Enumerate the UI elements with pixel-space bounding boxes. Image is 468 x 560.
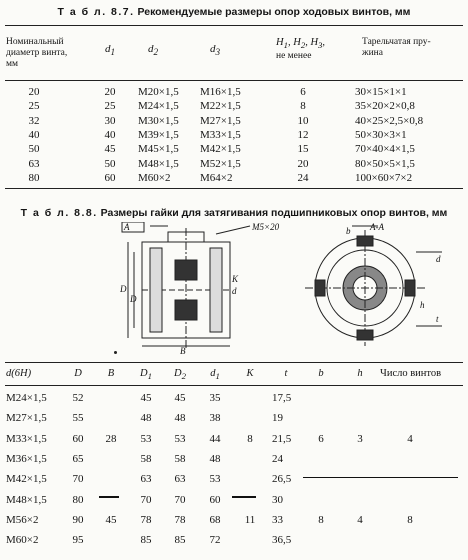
table2-header-cell xyxy=(197,367,233,383)
drawing-label-D1: D xyxy=(130,294,137,304)
table1-cell: 20 xyxy=(104,86,116,98)
header-subscript: 3 xyxy=(215,47,221,58)
table2-cell: M56×2 xyxy=(6,513,39,526)
table2-cell: 55 xyxy=(72,412,84,425)
table1-cell: 50 xyxy=(28,143,40,156)
table2-cell: 21,5 xyxy=(272,432,292,445)
table1-header-d2 xyxy=(148,44,158,58)
table2-cell: 85 xyxy=(140,534,152,547)
table1-cell: M30×1,5 xyxy=(138,114,179,127)
table1-cell: M20×1,5 xyxy=(138,86,179,98)
table2-cell: M27×1,5 xyxy=(6,412,47,425)
table2-header-cell xyxy=(96,367,126,380)
table2-cell: 80 xyxy=(72,493,84,506)
table1-cell: 100×60×7×2 xyxy=(355,171,413,184)
table2-caption: Размеры гайки для затягивания подшипниковых опор винтов, мм xyxy=(100,207,448,219)
table2-cell: 70 xyxy=(72,473,84,486)
header-subscript: 1 xyxy=(283,40,288,51)
table2-cell: 38 xyxy=(209,412,221,425)
table2-cell: 35 xyxy=(209,392,221,404)
table1-cell: 40 xyxy=(28,128,40,141)
table1-header-rule xyxy=(5,80,463,81)
header-subscript: 1 xyxy=(215,371,220,382)
table1-title xyxy=(0,6,468,18)
table1-cell: M45×1,5 xyxy=(138,143,179,156)
drawing-label-thread: d xyxy=(232,286,237,296)
table2-header-cell xyxy=(6,367,64,380)
table1-header-d1 xyxy=(105,44,115,58)
header-subscript: 1 xyxy=(110,47,116,58)
table1-header-h: $H_1$, $H_2$, $H_3$, не менее xyxy=(276,37,326,62)
drawing-label-D: D xyxy=(120,284,127,294)
table1-cell: M48×1,5 xyxy=(138,157,179,170)
header-symbol: d xyxy=(210,43,216,55)
header-line: Тарельчатая пру- xyxy=(362,37,431,47)
drawing-label-h: h xyxy=(420,300,425,310)
header-subscript: 1 xyxy=(147,371,152,382)
table2-cell: 53 xyxy=(174,432,186,445)
table1-cell: 12 xyxy=(297,128,309,141)
drawing-label-b: b xyxy=(346,226,351,236)
table2-cell: M36×1,5 xyxy=(6,452,47,465)
table2-header-cell xyxy=(345,367,375,380)
table2-cell: 45 xyxy=(174,392,186,404)
table1-cell: 25 xyxy=(104,100,116,113)
table1-cell: 80×50×5×1,5 xyxy=(355,157,415,170)
header-symbol: Число винтов xyxy=(380,368,442,379)
table2-number: Т а б л. 8.8. xyxy=(20,207,98,219)
header-symbol: b xyxy=(318,368,324,379)
table1-cell: M42×1,5 xyxy=(200,143,241,156)
repeat-dash xyxy=(99,496,119,498)
table2-cell: M42×1,5 xyxy=(6,473,47,486)
table2-title xyxy=(0,207,468,219)
table1-cell: 40 xyxy=(104,128,116,141)
table1-header-diameter xyxy=(6,37,67,70)
table1-cell: 24 xyxy=(297,171,309,184)
table1-cell: 63 xyxy=(28,157,40,170)
table2-cell: 26,5 xyxy=(272,473,292,486)
table1-cell: 40×25×2,5×0,8 xyxy=(355,114,424,127)
table1-cell: 20 xyxy=(28,86,40,98)
drawing-label-screws: M5×20 xyxy=(252,222,280,232)
header-symbol: H xyxy=(293,37,301,48)
table2-cell: 45 xyxy=(105,513,117,526)
table1-cell: M64×2 xyxy=(200,171,233,184)
header-symbol: K xyxy=(246,368,254,379)
table2-cell: 8 xyxy=(318,513,324,526)
table2-cell: 58 xyxy=(174,452,186,465)
table2-cell: 48 xyxy=(140,412,152,425)
repeat-dash xyxy=(303,477,458,478)
table1-cell: 30 xyxy=(104,114,116,127)
table2-cell: 8 xyxy=(247,432,253,445)
table1-top-rule xyxy=(5,25,463,26)
table2-header-cell xyxy=(380,367,464,380)
table2-top-rule xyxy=(5,362,463,363)
table2-cell: 68 xyxy=(209,513,221,526)
header-subscript: 2 xyxy=(153,47,159,58)
table1-caption: Рекомендуемые размеры опор ходовых винтов, мм xyxy=(137,6,411,18)
table2-cell: 70 xyxy=(140,493,152,506)
table1-cell: 50×30×3×1 xyxy=(355,128,407,141)
table2-cell: 3 xyxy=(357,432,363,445)
table2-cell: 28 xyxy=(105,432,117,445)
table1-header-d3 xyxy=(210,44,220,58)
header-subscript: 2 xyxy=(300,40,306,51)
drawing-label-K: K xyxy=(232,274,239,284)
table2-cell: M60×2 xyxy=(6,534,39,547)
header-symbol: t xyxy=(284,368,288,379)
table2-cell: 90 xyxy=(72,513,84,526)
header-line: Номинальный xyxy=(6,37,64,47)
table2-cell: M48×1,5 xyxy=(6,493,47,506)
table2-cell: 33 xyxy=(272,513,283,526)
table2-header-cell xyxy=(130,367,162,383)
table2-cell: M33×1,5 xyxy=(6,432,47,445)
table1-cell: M27×1,5 xyxy=(200,114,241,127)
table1-number: Т а б л. 8.7. xyxy=(57,6,135,18)
header-symbol: d xyxy=(105,43,111,55)
nut-technical-drawing xyxy=(120,222,450,354)
table2-cell: 19 xyxy=(272,412,283,425)
table2-cell: 78 xyxy=(140,513,152,526)
header-symbol: D xyxy=(174,368,182,379)
header-line: жина xyxy=(362,48,383,58)
header-symbol: h xyxy=(357,368,363,379)
drawing-label-t: t xyxy=(436,314,439,324)
table2-header-cell xyxy=(64,367,92,380)
drawing-label-B: B xyxy=(180,346,186,354)
table2-header-cell xyxy=(306,367,336,380)
table1-bottom-rule xyxy=(5,188,463,189)
table1-cell: M60×2 xyxy=(138,171,171,184)
table2-cell: 17,5 xyxy=(272,392,292,404)
table2-cell: 53 xyxy=(209,473,221,486)
table2-cell: 44 xyxy=(209,432,221,445)
table1-cell: 25 xyxy=(28,100,40,113)
table1-cell: M24×1,5 xyxy=(138,100,179,113)
table2-header-cell xyxy=(238,367,262,380)
table1-cell: 50 xyxy=(104,157,116,170)
table1-cell: 20 xyxy=(297,157,309,170)
table2-cell: 85 xyxy=(174,534,186,547)
table1-cell: M22×1,5 xyxy=(200,100,241,113)
header-symbol: B xyxy=(107,368,115,379)
table2-cell: 24 xyxy=(272,452,283,465)
header-subscript: 3 xyxy=(318,40,323,51)
drawing-label-view: A xyxy=(124,222,130,232)
table2-cell: 60 xyxy=(209,493,221,506)
header-line: не менее xyxy=(276,51,312,62)
drawing-label-section: A-A xyxy=(370,222,384,232)
table1-cell: 30×15×1×1 xyxy=(355,86,407,98)
table2-cell: 48 xyxy=(209,452,221,465)
table2-cell: 8 xyxy=(407,513,413,526)
table1-cell: 35×20×2×0,8 xyxy=(355,100,415,113)
table1-cell: 70×40×4×1,5 xyxy=(355,143,415,156)
table2-cell: 45 xyxy=(140,392,152,404)
header-subscript: 2 xyxy=(181,371,186,382)
header-symbol: d xyxy=(148,43,154,55)
table1-cell: M33×1,5 xyxy=(200,128,241,141)
table2-cell: 63 xyxy=(174,473,186,486)
table2-cell: 11 xyxy=(244,513,256,526)
table2-header-rule xyxy=(5,385,463,386)
header-symbol: D xyxy=(74,368,82,379)
table2-cell: 60 xyxy=(72,432,84,445)
table2-cell: 4 xyxy=(407,432,413,445)
table2-cell: 36,5 xyxy=(272,534,292,547)
header-line: диаметр винта, xyxy=(6,48,68,58)
table1-cell: 32 xyxy=(28,114,40,127)
table1-cell: 15 xyxy=(297,143,309,156)
table1-cell: M39×1,5 xyxy=(138,128,179,141)
table2-cell: 95 xyxy=(72,534,84,547)
header-symbol: H xyxy=(310,37,319,48)
table2-cell: 4 xyxy=(357,513,363,526)
repeat-dash xyxy=(232,496,256,498)
table1-cell: 60 xyxy=(104,171,116,184)
table2-cell: 48 xyxy=(174,412,186,425)
table2-cell: 52 xyxy=(72,392,84,404)
table2-cell: 6 xyxy=(318,432,324,445)
table1-header-spring xyxy=(362,37,431,59)
table1-cell: 10 xyxy=(297,114,309,127)
table2-header-cell xyxy=(165,367,195,383)
header-line: мм xyxy=(6,59,19,69)
drawing-label-d1: d xyxy=(436,254,441,264)
header-symbol: d(6H) xyxy=(6,368,32,379)
table1-cell: 80 xyxy=(28,171,40,184)
table2-cell: 30 xyxy=(272,493,283,506)
header-symbol: d xyxy=(210,368,216,379)
table1-cell: M52×1,5 xyxy=(200,157,241,170)
table2-cell: 58 xyxy=(140,452,152,465)
header-symbol: D xyxy=(140,368,148,379)
table2-cell: M24×1,5 xyxy=(6,392,47,404)
table2-cell: 65 xyxy=(72,452,84,465)
table1-cell: 45 xyxy=(104,143,116,156)
table1-cell: M16×1,5 xyxy=(200,86,241,98)
table2-cell: 78 xyxy=(174,513,186,526)
table1-cell: 8 xyxy=(300,100,306,113)
table2-cell: 63 xyxy=(140,473,152,486)
scan-dot xyxy=(114,351,117,354)
header-symbol: H xyxy=(276,37,284,48)
table2-cell: 72 xyxy=(209,534,221,547)
table2-cell: 53 xyxy=(140,432,152,445)
table2-cell: 70 xyxy=(174,493,186,506)
table2-header-cell xyxy=(268,367,304,380)
table1-cell: 6 xyxy=(300,86,306,98)
